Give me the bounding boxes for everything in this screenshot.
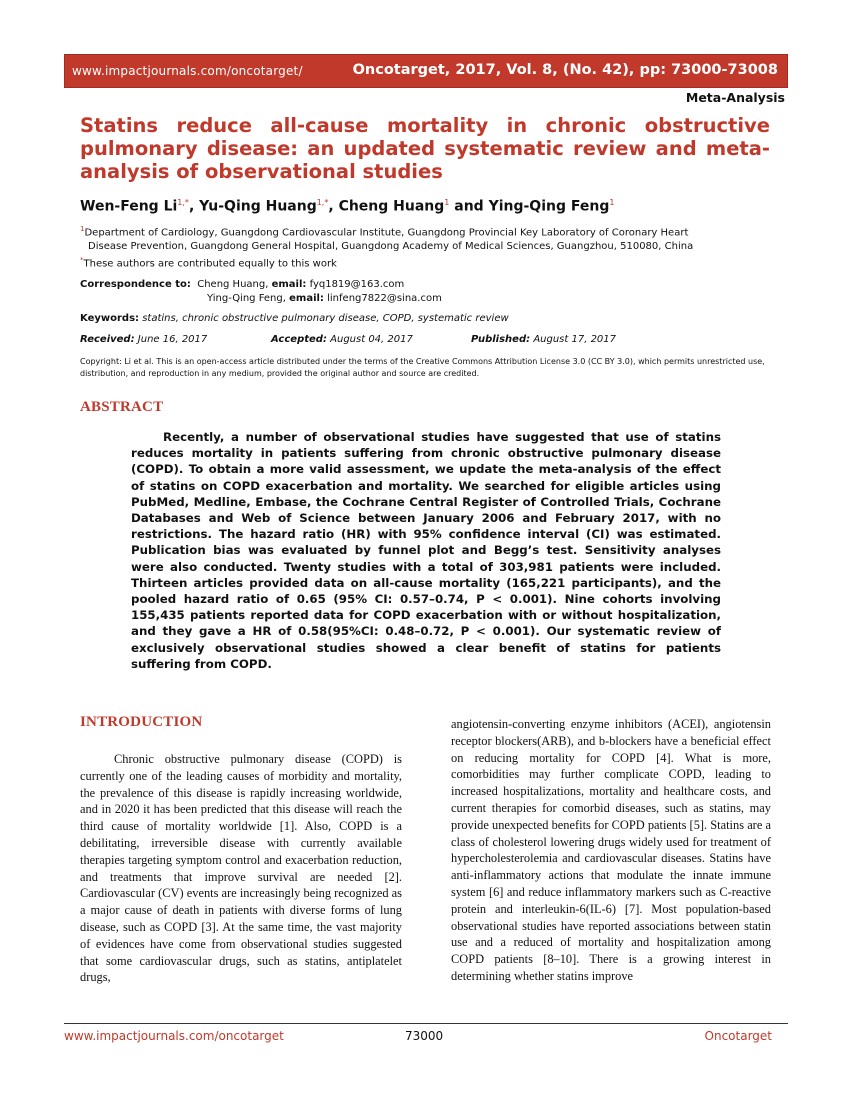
accepted-label: Accepted: (271, 334, 327, 345)
correspondence (80, 278, 442, 306)
affiliation-line: Department of Cardiology, Guangdong Cardiovascular Institute, Guangdong Provincial Key Laboratory of Coronary Heart (84, 227, 689, 239)
article-type: Meta-Analysis (685, 90, 785, 105)
author-name: Cheng Huang (338, 198, 445, 215)
equal-contribution-text: These authors are contributed equally to this work (83, 258, 337, 270)
author-affiliation-mark: 1,* (177, 198, 189, 207)
article-title: Statins reduce all-cause mortality in chronic obstructive pulmonary disease: an updated systematic review and meta-analysis of observational studies (80, 114, 770, 183)
accepted-value: August 04, 2017 (330, 334, 413, 345)
introduction-column-left: Chronic obstructive pulmonary disease (COPD) is currently one of the leading causes of morbidity and mortality, the prevalence of this disease is rapidly increasing worldwide, and in 2020 it has been predicted that this disease will reach the third cause of mortality worldwide [1]. Also, COPD is a debilitating, irreversible disease with currently available therapies targeting symptom control and exacerbation reduction, and treatments that improve survival are needed [2]. Cardiovascular (CV) events are increasingly being recognized as a major cause of death in patients with diverse forms of lung disease, such as COPD [3]. At the same time, the vast majority of evidences have come from observational studies suggested that some cardiovascular drugs, such as statins, antiplatelet drugs, (80, 752, 402, 985)
footer-journal-name: Oncotarget (704, 1029, 772, 1043)
page-number: 73000 (405, 1029, 444, 1043)
author-affiliation-mark: 1 (609, 198, 615, 207)
affiliation (80, 222, 780, 254)
author-name: Ying-Qing Feng (488, 198, 610, 215)
introduction-column-right: angiotensin-converting enzyme inhibitors (ACEI), angiotensin receptor blockers(ARB), and b-blockers have a beneficial effect on reducing mortality for COPD [4]. What is more, comorbidities may further complicate COPD, leading to increased hospitalizations, mortality and healthcare costs, and current therapies for comorbid diseases, such as statins, may provide unexpected benefits for COPD patients [5]. Statins are a class of cholesterol lowering drugs widely used for treatment of hypercholesterolemia and cardiovascular diseases. Statins have anti-inflammatory actions that modulate the innate immune system [6] and reduce inflammatory markers such as C-reactive protein and interleukin-6(IL-6) [7]. Most population-based observational studies have reported associations between statin use and a reduced of mortality and hospitalization among COPD patients [8–10]. There is a growing interest in determining whether statins improve (451, 717, 771, 983)
received-date (80, 334, 207, 345)
correspondence-label: Correspondence to: (80, 279, 191, 290)
keywords-value: statins, chronic obstructive pulmonary disease, COPD, systematic review (142, 313, 509, 324)
abstract-heading: ABSTRACT (80, 399, 164, 415)
published-label: Published: (471, 334, 531, 345)
author-affiliation-mark: 1 (444, 198, 450, 207)
author-list (80, 198, 614, 215)
equal-contribution-mark: * (80, 256, 84, 264)
introduction-heading: INTRODUCTION (80, 714, 203, 730)
correspondent-email[interactable]: linfeng7822@sina.com (327, 293, 442, 304)
author-name: Yu-Qing Huang (199, 198, 317, 215)
received-value: June 16, 2017 (137, 334, 208, 345)
keywords-label: Keywords: (80, 313, 140, 324)
email-label: email: (271, 279, 307, 290)
email-label: email: (289, 293, 324, 304)
correspondent-name: Cheng Huang, (197, 279, 269, 290)
footer-divider (64, 1023, 788, 1024)
received-label: Received: (80, 334, 135, 345)
footer-url[interactable]: www.impactjournals.com/oncotarget (64, 1029, 284, 1043)
keywords (80, 313, 509, 324)
correspondent-name: Ying-Qing Feng, (207, 293, 286, 304)
abstract-body: Recently, a number of observational studies have suggested that use of statins reduces mortality in patients suffering from chronic obstructive pulmonary disease (COPD). To obtain a more valid assessment, we update the meta-analysis of the effect of statins on COPD exacerbation and mortality. We searched for eligible articles using PubMed, Medline, Embase, the Cochrane Central Register of Controlled Trials, Cochrane Databases and Web of Science between January 2006 and February 2017, with no restrictions. The hazard ratio (HR) with 95% confidence interval (CI) was estimated. Publication bias was evaluated by funnel plot and Begg’s test. Sensitivity analyses were also conducted. Twenty studies with a total of 303,981 patients were included. Thirteen articles provided data on all-cause mortality (165,221 participants), and the pooled hazard ratio of 0.65 (95% CI: 0.57–0.74, P < 0.001). Nine cohorts involving 155,435 patients reported data for COPD exacerbation with or without hospitalization, and they gave a HR of 0.58(95%CI: 0.48–0.72, P < 0.001). Our systematic review of exclusively observational studies showed a clear benefit of statins for patients suffering from COPD. (131, 430, 721, 671)
journal-header-bar (64, 54, 788, 88)
author-separator: , (188, 198, 200, 215)
author-separator: and (449, 198, 489, 215)
journal-url[interactable]: www.impactjournals.com/oncotarget/ (72, 64, 303, 78)
affiliation-mark: 1 (80, 225, 85, 233)
author-affiliation-mark: 1,* (316, 198, 329, 207)
copyright-notice: Copyright: Li et al. This is an open-access article distributed under the terms of the Creative Commons Attribution License 3.0 (CC BY 3.0), which permits unrestricted use, distribution, and reproduction in any medium, provided the original author and source are credited. (80, 357, 765, 378)
published-value: August 17, 2017 (533, 334, 617, 345)
correspondent-email[interactable]: fyq1819@163.com (309, 279, 405, 290)
equal-contribution-note (80, 256, 337, 269)
author-separator: , (328, 198, 339, 215)
accepted-date (271, 334, 413, 345)
affiliation-line: Disease Prevention, Guangdong General Hospital, Guangdong Academy of Medical Sciences, Guangzhou, 510080, China (88, 241, 694, 253)
citation-info: Oncotarget, 2017, Vol. 8, (No. 42), pp: 73000-73008 (352, 62, 778, 78)
published-date (471, 334, 616, 345)
author-name: Wen-Feng Li (80, 198, 178, 215)
